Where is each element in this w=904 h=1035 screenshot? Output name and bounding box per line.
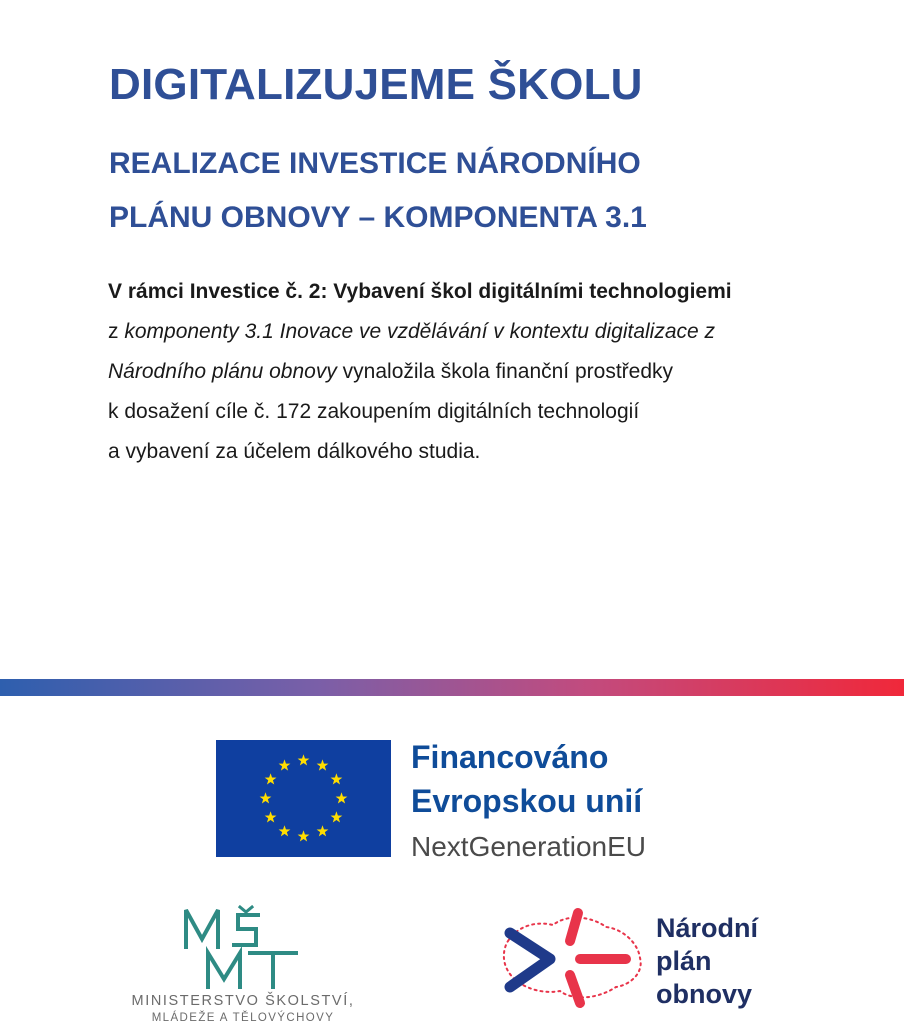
eu-funding-text <box>411 735 646 867</box>
subtitle-line-2: PLÁNU OBNOVY – KOMPONENTA 3.1 <box>109 201 647 234</box>
eu-line-3: NextGenerationEU <box>411 831 647 862</box>
body-paragraph <box>108 272 868 472</box>
eu-line-1: Financováno <box>411 739 609 775</box>
eu-flag-icon <box>216 740 391 857</box>
gradient-divider <box>0 679 904 696</box>
body-line-2-italic: komponenty 3.1 Inovace ve vzdělávání v kontextu digitalizace z <box>124 320 716 343</box>
npo-caption-line-3: obnovy <box>656 979 753 1009</box>
body-line-1 <box>108 272 868 312</box>
msmt-caption-line-2: MLÁDEŽE A TĚLOVÝCHOVY <box>151 1012 335 1024</box>
msmt-caption-line-1: MINISTERSTVO ŠKOLSTVÍ, <box>131 993 355 1009</box>
page-title: DIGITALIZUJEME ŠKOLU <box>109 60 643 109</box>
npo-caption-line-1: Národní <box>656 913 759 943</box>
body-line-5: a vybavení za účelem dálkového studia. <box>108 440 481 463</box>
npo-logo-icon <box>498 903 648 1013</box>
body-line-3 <box>108 352 868 392</box>
body-line-3-normal: vynaložila škola finanční prostředky <box>336 360 674 383</box>
eu-line-2: Evropskou unií <box>411 783 643 819</box>
body-line-2-normal: z <box>108 320 125 343</box>
body-line-4: k dosažení cíle č. 172 zakoupením digitálních technologií <box>108 400 640 423</box>
npo-caption <box>656 912 758 1011</box>
msmt-logo-icon <box>178 905 303 990</box>
npo-caption-line-2: plán <box>656 946 712 976</box>
body-line-3-italic: Národního plánu obnovy <box>108 360 337 383</box>
page-subtitle <box>109 137 869 245</box>
body-line-2 <box>108 312 868 352</box>
msmt-caption <box>118 992 368 1026</box>
body-bold-intro: V rámci Investice č. 2: Vybavení škol digitálními technologiemi <box>108 280 732 303</box>
subtitle-line-1: REALIZACE INVESTICE NÁRODNÍHO <box>109 147 641 180</box>
